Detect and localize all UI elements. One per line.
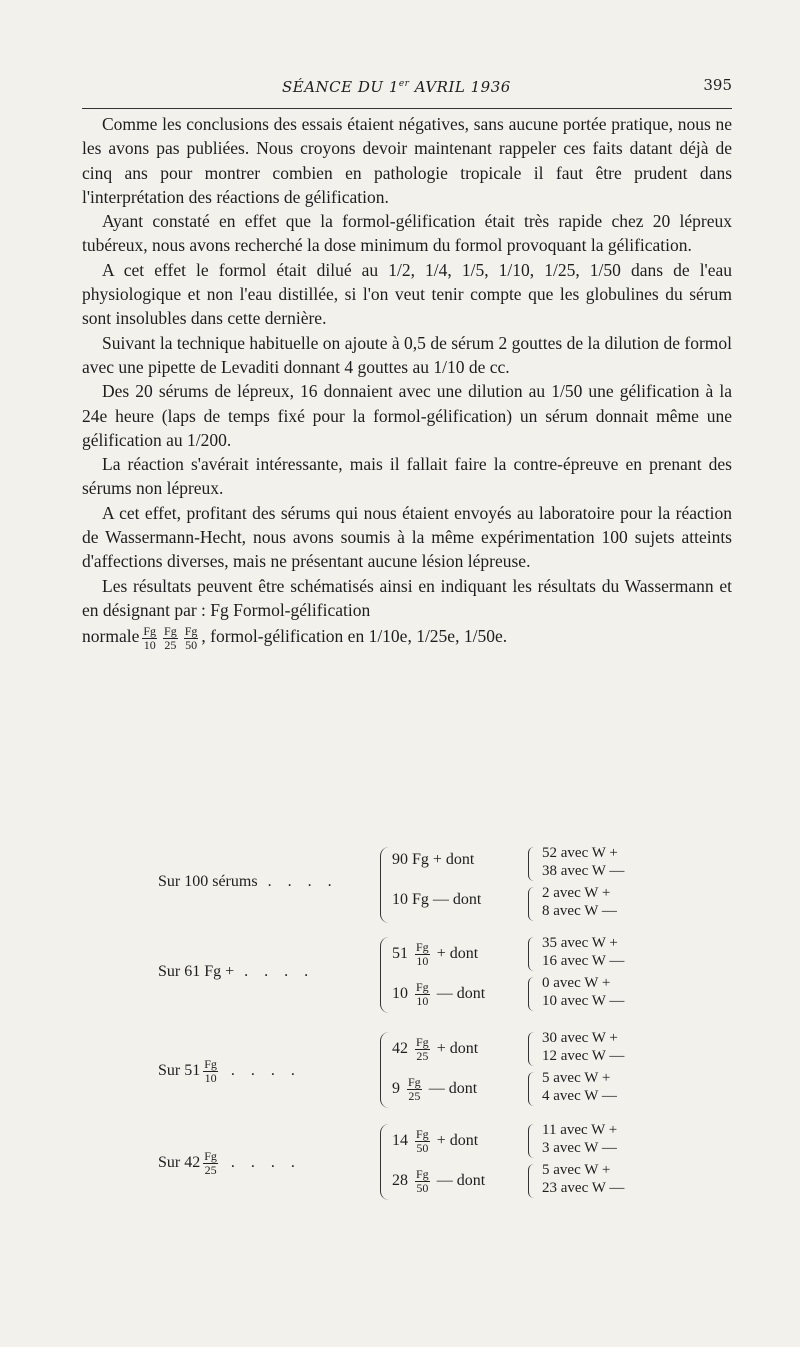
row-sign: — dont [432, 891, 482, 908]
paragraph: A cet effet, profitant des sérums qui nous étaient envoyés au laboratoire pour la réaction de Wassermann-Hecht, nous avons soumis à la même expérimentation 100 sujets atteints d'affections diverses, mais ne présentant aucune lésion lépreuse. [82, 502, 732, 572]
running-header [82, 72, 732, 102]
notation-rest: , formol-gélification en 1/10e, 1/25e, 1/50e. [201, 626, 508, 647]
row-sign: — dont [432, 1172, 486, 1190]
fraction-denominator: 25 [408, 1089, 421, 1103]
fraction: $\frac{Fg}{25}$ [164, 623, 177, 652]
leader-dots: . . . . [234, 963, 315, 980]
result-value: 10 avec W — [542, 993, 625, 1009]
group-label-text: Sur 100 sérums [158, 873, 258, 890]
paragraph: Suivant la technique habituelle on ajoute à 0,5 de sérum 2 gouttes de la dilution de formol avec une pipette de Levaditi donnant 4 gouttes au 1/10 de cc. [82, 332, 732, 377]
notation-line [82, 624, 732, 651]
fraction-denominator: 25 [416, 1049, 429, 1063]
result-value: 23 avec W — [542, 1180, 625, 1196]
row-brace [528, 847, 535, 881]
result-row [392, 891, 481, 909]
row-brace [528, 1072, 535, 1106]
fraction [407, 1076, 422, 1103]
fraction-numerator: Fg [416, 1167, 429, 1181]
row-sign: + dont [432, 1040, 479, 1058]
result-value: 12 avec W — [542, 1048, 625, 1064]
row-brace [528, 1032, 535, 1066]
group-label-text: Sur 51 [158, 1062, 201, 1080]
result-row [392, 1168, 485, 1195]
fraction-denominator: 10 [204, 1071, 217, 1085]
row-sign: — dont [432, 985, 486, 1003]
result-value: 11 avec W + [542, 1122, 618, 1138]
fraction [203, 1058, 218, 1085]
result-value: 3 avec W — [542, 1140, 617, 1156]
fraction [415, 981, 430, 1008]
result-row [392, 1076, 477, 1103]
paragraph: La réaction s'avérait intéressante, mais il fallait faire la contre-épreuve en prenant des sérums non lépreux. [82, 454, 732, 499]
fraction: $\frac{Fg}{10}$ [143, 623, 157, 652]
fraction-numerator: Fg [416, 1035, 429, 1049]
row-prefix: 9 [392, 1080, 404, 1098]
fraction-numerator: Fg [416, 1127, 429, 1141]
fraction-numerator: Fg [408, 1075, 421, 1089]
row-prefix: 10 Fg [392, 891, 433, 908]
paragraph: Des 20 sérums de lépreux, 16 donnaient avec une dilution au 1/50 une gélification à la 24e heure (laps de temps fixé pour la formol-gélification) un sérum donnait même une gélification au 1/200. [82, 381, 732, 450]
row-prefix: 14 [392, 1132, 412, 1150]
notation-word: normale [82, 626, 140, 647]
row-brace [528, 977, 535, 1011]
result-value: 5 avec W + [542, 1162, 611, 1178]
group-label [158, 963, 314, 981]
fraction [415, 1036, 430, 1063]
header-title: SÉANCE DU 1er AVRIL 1936 [282, 78, 511, 96]
row-brace [528, 1164, 535, 1198]
fraction-denominator: 50 [416, 1181, 429, 1195]
result-value: 4 avec W — [542, 1088, 617, 1104]
header-rule [82, 108, 732, 109]
result-value: 30 avec W + [542, 1030, 618, 1046]
group-label [158, 1150, 301, 1177]
body-text [82, 112, 732, 652]
row-prefix: 10 [392, 985, 412, 1003]
result-value: 0 avec W + [542, 975, 611, 991]
result-value: 5 avec W + [542, 1070, 611, 1086]
group-label-text: Sur 61 Fg + [158, 963, 235, 980]
paragraph: A cet effet le formol était dilué au 1/2, 1/4, 1/5, 1/10, 1/25, 1/50 dans de l'eau physiologique et non l'eau distillée, si l'on veut tenir compte que les globulines du sérum sont insolubles dans cette dernière. [82, 259, 732, 329]
row-sign: + dont [432, 1132, 479, 1150]
result-value: 2 avec W + [542, 885, 611, 901]
fraction [415, 1128, 430, 1155]
paragraph: Les résultats peuvent être schématisés ainsi en indiquant les résultats du Wassermann et en désignant par : Fg Formol-gélification [82, 575, 732, 620]
result-value: 52 avec W + [542, 845, 618, 861]
result-row [392, 941, 478, 968]
result-value: 8 avec W — [542, 903, 617, 919]
group-brace [380, 1124, 389, 1200]
result-value: 16 avec W — [542, 953, 625, 969]
result-row [392, 1128, 478, 1155]
leader-dots: . . . . [220, 1154, 301, 1172]
group-brace [380, 1032, 389, 1108]
fraction-numerator: Fg [204, 1149, 217, 1163]
row-prefix: 42 [392, 1040, 412, 1058]
row-brace [528, 1124, 535, 1158]
group-brace [380, 937, 389, 1013]
result-row [392, 1036, 478, 1063]
fraction: $\frac{Fg}{50}$ [184, 623, 198, 652]
result-row [392, 851, 474, 869]
group-label-text: Sur 42 [158, 1154, 201, 1172]
row-sign: + dont [432, 945, 479, 963]
row-prefix: 28 [392, 1172, 412, 1190]
fraction-numerator: Fg [416, 940, 429, 954]
fraction-denominator: 50 [416, 1141, 429, 1155]
leader-dots: . . . . [220, 1062, 301, 1080]
row-sign: — dont [424, 1080, 478, 1098]
page-number: 395 [703, 76, 732, 94]
group-brace [380, 847, 389, 923]
group-label [158, 873, 338, 891]
fraction-numerator: Fg [204, 1057, 217, 1071]
paragraph: Comme les conclusions des essais étaient négatives, sans aucune portée pratique, nous ne les avons pas publiées. Nous croyons devoir maintenant rappeler ces faits datant déjà de cinq ans pour montrer combien en pathologie tropicale il faut être prudent dans l'interprétation des réactions de gélification. [82, 114, 732, 207]
result-value: 35 avec W + [542, 935, 618, 951]
fraction-denominator: 25 [204, 1163, 217, 1177]
row-prefix: 90 Fg [392, 851, 433, 868]
result-row [392, 981, 485, 1008]
fraction-denominator: 10 [416, 954, 429, 968]
row-sign: + dont [432, 851, 475, 868]
paragraph: Ayant constaté en effet que la formol-gélification était très rapide chez 20 lépreux tubéreux, nous avons recherché la dose minimum du formol provoquant la gélification. [82, 211, 732, 256]
fraction [203, 1150, 218, 1177]
row-brace [528, 937, 535, 971]
result-value: 38 avec W — [542, 863, 625, 879]
group-label [158, 1058, 301, 1085]
fraction-numerator: Fg [416, 980, 429, 994]
fraction [415, 941, 430, 968]
row-prefix: 51 [392, 945, 412, 963]
row-brace [528, 887, 535, 921]
fraction [415, 1168, 430, 1195]
leader-dots: . . . . [257, 873, 338, 890]
fraction-denominator: 10 [416, 994, 429, 1008]
